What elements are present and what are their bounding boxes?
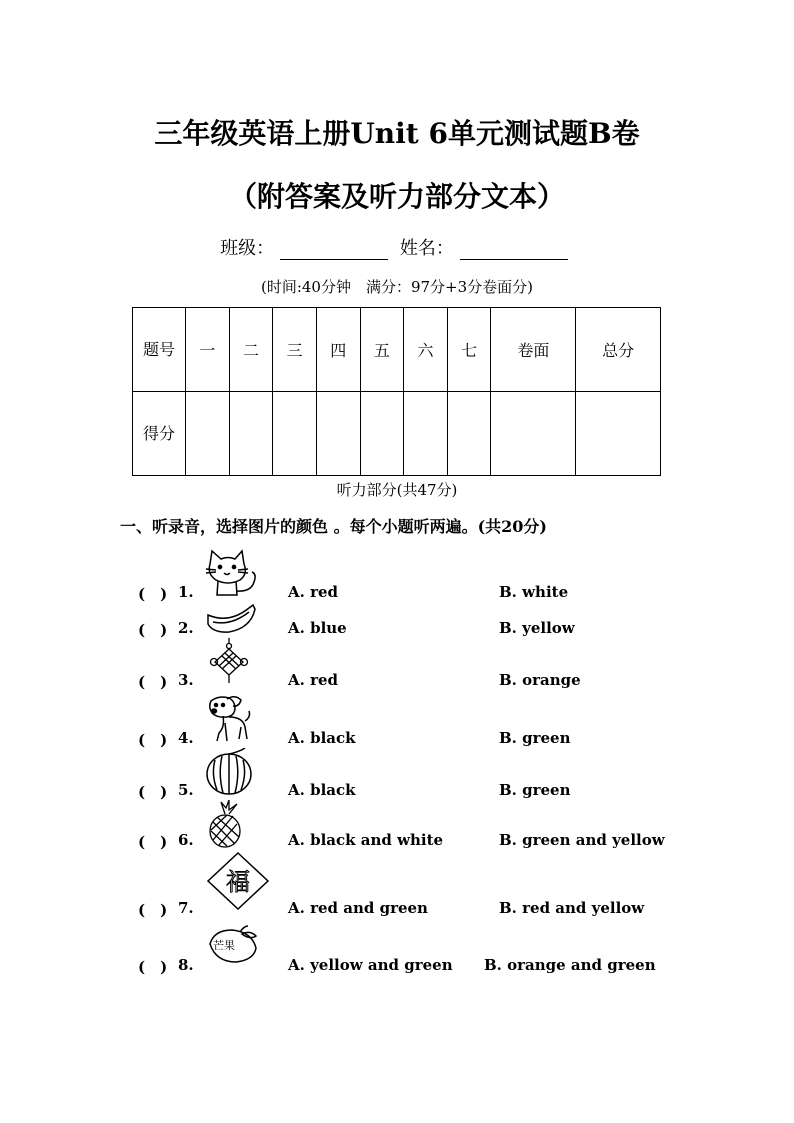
question-number: 4. bbox=[178, 729, 194, 747]
mango-icon bbox=[204, 924, 260, 964]
col-header: 总分 bbox=[576, 308, 661, 392]
student-info bbox=[0, 234, 794, 260]
option-b: B. orange and green bbox=[484, 956, 656, 974]
option-a: A. red bbox=[288, 671, 339, 689]
score-cell[interactable] bbox=[229, 392, 273, 476]
answer-paren[interactable]: ( ) bbox=[138, 901, 168, 919]
name-label: 姓名： bbox=[399, 238, 454, 259]
col-header: 一 bbox=[186, 308, 230, 392]
listening-heading: 听力部分(共47分) bbox=[336, 481, 458, 499]
score-cell[interactable] bbox=[491, 392, 576, 476]
class-blank[interactable] bbox=[280, 241, 388, 260]
question-number: 6. bbox=[178, 831, 194, 849]
answer-paren[interactable]: ( ) bbox=[138, 783, 168, 801]
option-a: A. black and white bbox=[288, 831, 444, 849]
col-header: 卷面 bbox=[491, 308, 576, 392]
question-number: 2. bbox=[178, 619, 194, 637]
option-b: B. white bbox=[499, 583, 569, 601]
question-number: 7. bbox=[178, 899, 194, 917]
question-number: 5. bbox=[178, 781, 194, 799]
option-b: B. green and yellow bbox=[499, 831, 665, 849]
score-cell[interactable] bbox=[404, 392, 448, 476]
option-a: A. red and green bbox=[288, 899, 428, 917]
question-number: 3. bbox=[178, 671, 194, 689]
section1-title: 一、听录音，选择图片的颜色 。每个小题听两遍。(共20分) bbox=[120, 517, 547, 536]
answer-paren[interactable]: ( ) bbox=[138, 958, 168, 976]
dog-icon bbox=[205, 693, 253, 743]
answer-paren[interactable]: ( ) bbox=[138, 731, 168, 749]
time-info: (时间:40分钟 满分：97分+3分卷面分) bbox=[260, 278, 534, 296]
option-a: A. yellow and green bbox=[288, 956, 453, 974]
question-number: 1. bbox=[178, 583, 194, 601]
fu-character-icon bbox=[206, 852, 270, 910]
row-label-score: 得分 bbox=[133, 392, 186, 476]
watermelon-icon bbox=[205, 748, 257, 796]
page-title-line2: （附答案及听力部分文本） bbox=[228, 180, 565, 213]
question-number: 8. bbox=[178, 956, 194, 974]
option-a: A. blue bbox=[288, 619, 347, 637]
option-b: B. red and yellow bbox=[499, 899, 645, 917]
option-b: B. green bbox=[499, 781, 571, 799]
option-b: B. green bbox=[499, 729, 571, 747]
answer-paren[interactable]: ( ) bbox=[138, 621, 168, 639]
pineapple-icon bbox=[207, 800, 243, 848]
col-header: 二 bbox=[229, 308, 273, 392]
name-blank[interactable] bbox=[460, 241, 568, 260]
score-cell[interactable] bbox=[316, 392, 360, 476]
score-cell[interactable] bbox=[360, 392, 404, 476]
col-header: 三 bbox=[273, 308, 317, 392]
score-cell[interactable] bbox=[273, 392, 317, 476]
mango-label-text: 芒果 bbox=[213, 939, 235, 952]
banana-icon bbox=[205, 602, 257, 636]
col-header: 四 bbox=[316, 308, 360, 392]
score-cell[interactable] bbox=[447, 392, 491, 476]
answer-paren[interactable]: ( ) bbox=[138, 673, 168, 691]
score-cell[interactable] bbox=[576, 392, 661, 476]
fu-character-text: 福 bbox=[226, 868, 250, 896]
score-cell[interactable] bbox=[186, 392, 230, 476]
chinese-knot-icon bbox=[209, 638, 249, 684]
option-a: A. red bbox=[288, 583, 339, 601]
cat-icon bbox=[204, 548, 262, 598]
class-label: 班级： bbox=[220, 238, 275, 259]
score-table bbox=[132, 307, 661, 476]
page-title-line1: 三年级英语上册Unit 6单元测试题B卷 bbox=[154, 117, 640, 150]
option-a: A. black bbox=[288, 781, 356, 799]
option-a: A. black bbox=[288, 729, 356, 747]
col-header: 五 bbox=[360, 308, 404, 392]
col-header: 六 bbox=[404, 308, 448, 392]
answer-paren[interactable]: ( ) bbox=[138, 585, 168, 603]
option-b: B. yellow bbox=[499, 619, 575, 637]
option-b: B. orange bbox=[499, 671, 581, 689]
col-header: 七 bbox=[447, 308, 491, 392]
row-label-question-number: 题号 bbox=[133, 308, 186, 392]
answer-paren[interactable]: ( ) bbox=[138, 833, 168, 851]
